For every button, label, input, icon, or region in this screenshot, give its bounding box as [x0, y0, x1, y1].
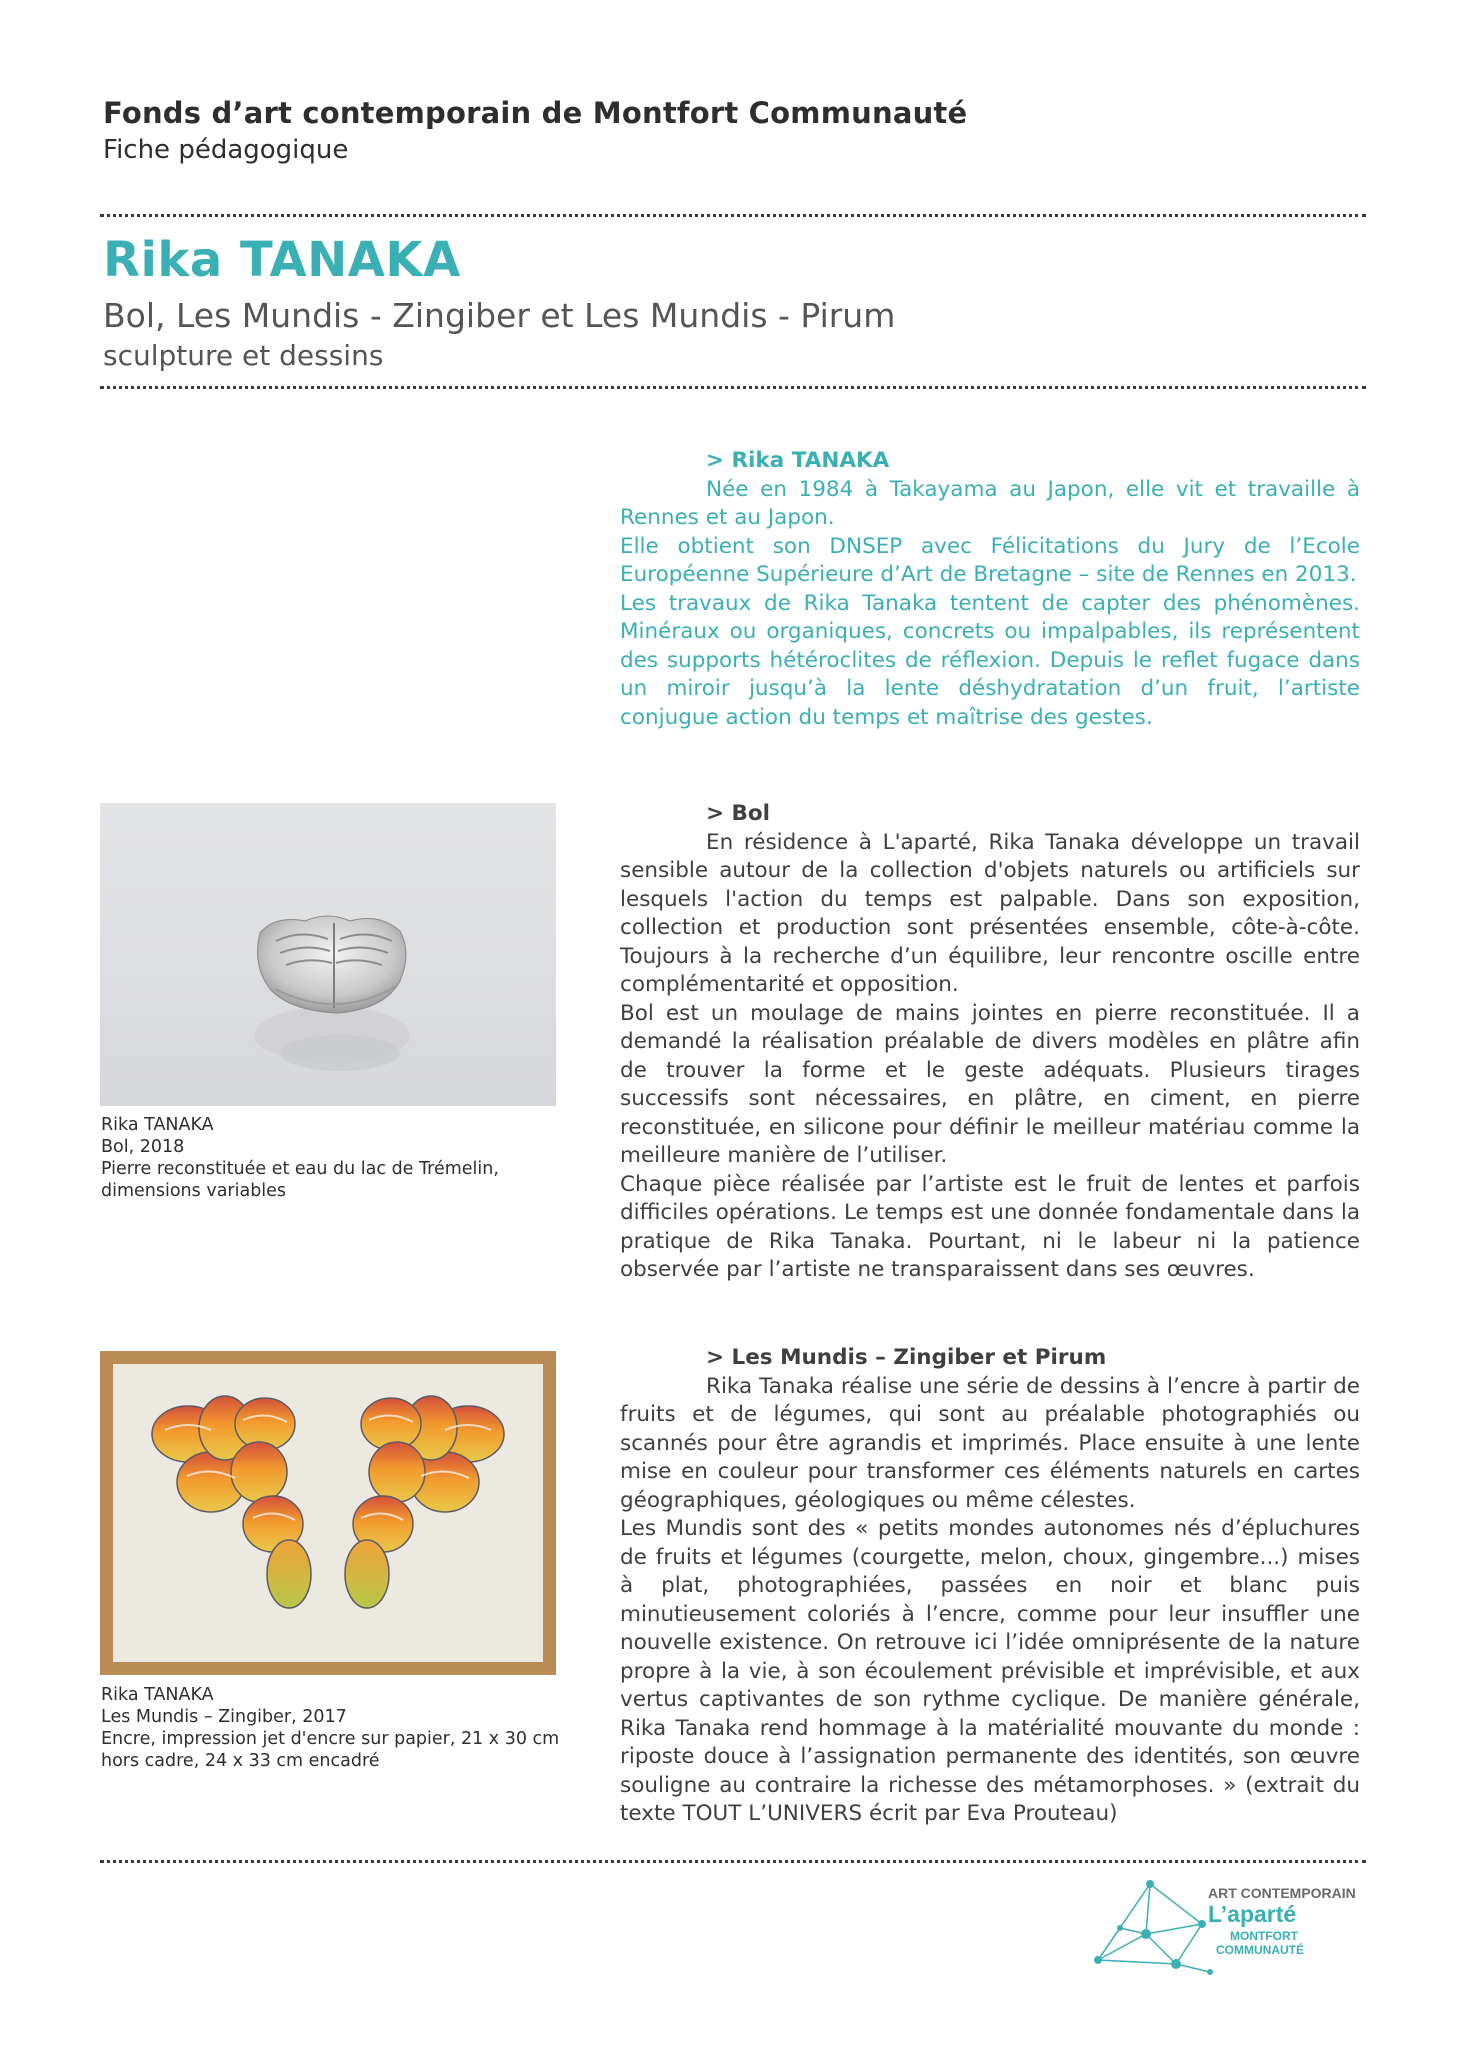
- caption-title: Bol, 2018: [101, 1137, 185, 1157]
- mundis-framed-drawing: [100, 1351, 556, 1675]
- artist-bio: [620, 447, 1360, 732]
- bio-paragraph: Les travaux de Rika Tanaka tentent de capter des phénomènes. Minéraux ou organiques, concrets ou impalpables, ils représentent des supports hétéroclites de réflexion. Depuis le reflet fugace dans un miroir jusqu’à la lente déshydratation d’un fruit, l’artiste conjugue action du temps et maîtrise des gestes.: [620, 590, 1360, 730]
- divider-title: [100, 386, 1366, 389]
- bio-paragraph: Née en 1984 à Takayama au Japon, elle vit et travaille à Rennes et au Japon.: [620, 476, 1360, 530]
- caption-artist: Rika TANAKA: [101, 1685, 214, 1705]
- mundis-section: [620, 1344, 1360, 1829]
- organization-title: Fonds d’art contemporain de Montfort Communauté: [103, 96, 968, 130]
- works-title: Bol, Les Mundis - Zingiber et Les Mundis - Pirum: [103, 296, 896, 335]
- logo-line-3: MONTFORT: [1230, 1929, 1298, 1943]
- mundis-heading: > Les Mundis – Zingiber et Pirum: [706, 1345, 1107, 1370]
- bio-heading: > Rika TANAKA: [706, 448, 890, 473]
- divider-top: [100, 214, 1366, 217]
- bol-paragraph: Bol est un moulage de mains jointes en pierre reconstituée. Il a demandé la réalisation préalable de divers modèles en plâtre afin de trouver la forme et le geste adéquats. Plusieurs tirages successifs sont nécessaires, en plâtre, en ciment, en pierre reconstituée, en silicone pour définir le meilleur matériau comme la meilleure manière de l’utiliser.: [620, 1000, 1360, 1168]
- bol-paragraph: Chaque pièce réalisée par l’artiste est le fruit de lentes et parfois difficiles opérations. Le temps est une donnée fondamentale dans la pratique de Rika Tanaka. Pourtant, ni le labeur ni la patience observée par l’artiste ne transparaissent dans ses œuvres.: [620, 1171, 1360, 1282]
- works-medium: sculpture et dessins: [103, 339, 384, 372]
- sheet-type: Fiche pédagogique: [103, 135, 349, 165]
- mundis-caption: [101, 1684, 561, 1772]
- network-logo-icon: [1090, 1874, 1370, 1984]
- caption-details: Encre, impression jet d'encre sur papier, 21 x 30 cm hors cadre, 24 x 33 cm encadré: [101, 1729, 560, 1771]
- ginger-peel-drawing-image: [113, 1364, 543, 1662]
- artist-name: Rika TANAKA: [103, 232, 461, 288]
- aparte-logo: [1090, 1874, 1370, 1984]
- caption-artist: Rika TANAKA: [101, 1115, 214, 1135]
- logo-line-1: ART CONTEMPORAIN: [1208, 1885, 1356, 1901]
- caption-title: Les Mundis – Zingiber, 2017: [101, 1707, 347, 1727]
- bol-caption: [101, 1114, 561, 1202]
- divider-bottom: [100, 1860, 1366, 1863]
- joined-hands-sculpture-image: [100, 803, 556, 1106]
- bol-paragraph: En résidence à L'aparté, Rika Tanaka développe un travail sensible autour de la collection d'objets naturels ou artificiels sur lesquels l'action du temps est palpable. Dans son exposition, collection et production sont présentées ensemble, côte-à-côte. Toujours à la recherche d’un équilibre, leur rencontre oscille entre complémentarité et opposition.: [620, 829, 1360, 997]
- caption-details: Pierre reconstituée et eau du lac de Trémelin, dimensions variables: [101, 1159, 499, 1201]
- bol-section: [620, 800, 1360, 1285]
- bol-heading: > Bol: [706, 801, 771, 826]
- bol-sculpture-photo: [100, 803, 556, 1106]
- mundis-paragraph: Les Mundis sont des « petits mondes autonomes nés d’épluchures de fruits et légumes (courgette, melon, choux, gingembre...) mises à plat, photographiées, passées en noir et blanc puis minutieusement coloriés à l’encre, comme pour leur insuffler une nouvelle existence. On retrouve ici l’idée omniprésente de la nature propre à la vie, à son écoulement prévisible et imprévisible, et aux vertus captivantes de son rythme cyclique. De manière générale, Rika Tanaka rend hommage à la matérialité mouvante du monde : riposte douce à l’assignation permanente des identités, son œuvre souligne au contraire la richesse des métamorphoses. » (extrait du texte TOUT L’UNIVERS écrit par Eva Prouteau): [620, 1516, 1360, 1826]
- bio-paragraph: Elle obtient son DNSEP avec Félicitations du Jury de l’Ecole Européenne Supérieure d’Art de Bretagne – site de Rennes en 2013.: [620, 533, 1360, 587]
- logo-line-2: L’aparté: [1208, 1901, 1297, 1927]
- logo-line-4: COMMUNAUTÉ: [1216, 1943, 1304, 1957]
- mundis-paragraph: Rika Tanaka réalise une série de dessins à l’encre à partir de fruits et de légumes, qui sont au préalable photographiés ou scannés pour être agrandis et imprimés. Place ensuite à une lente mise en couleur pour transformer ces éléments naturels en cartes géographiques, géologiques ou même célestes.: [620, 1373, 1360, 1513]
